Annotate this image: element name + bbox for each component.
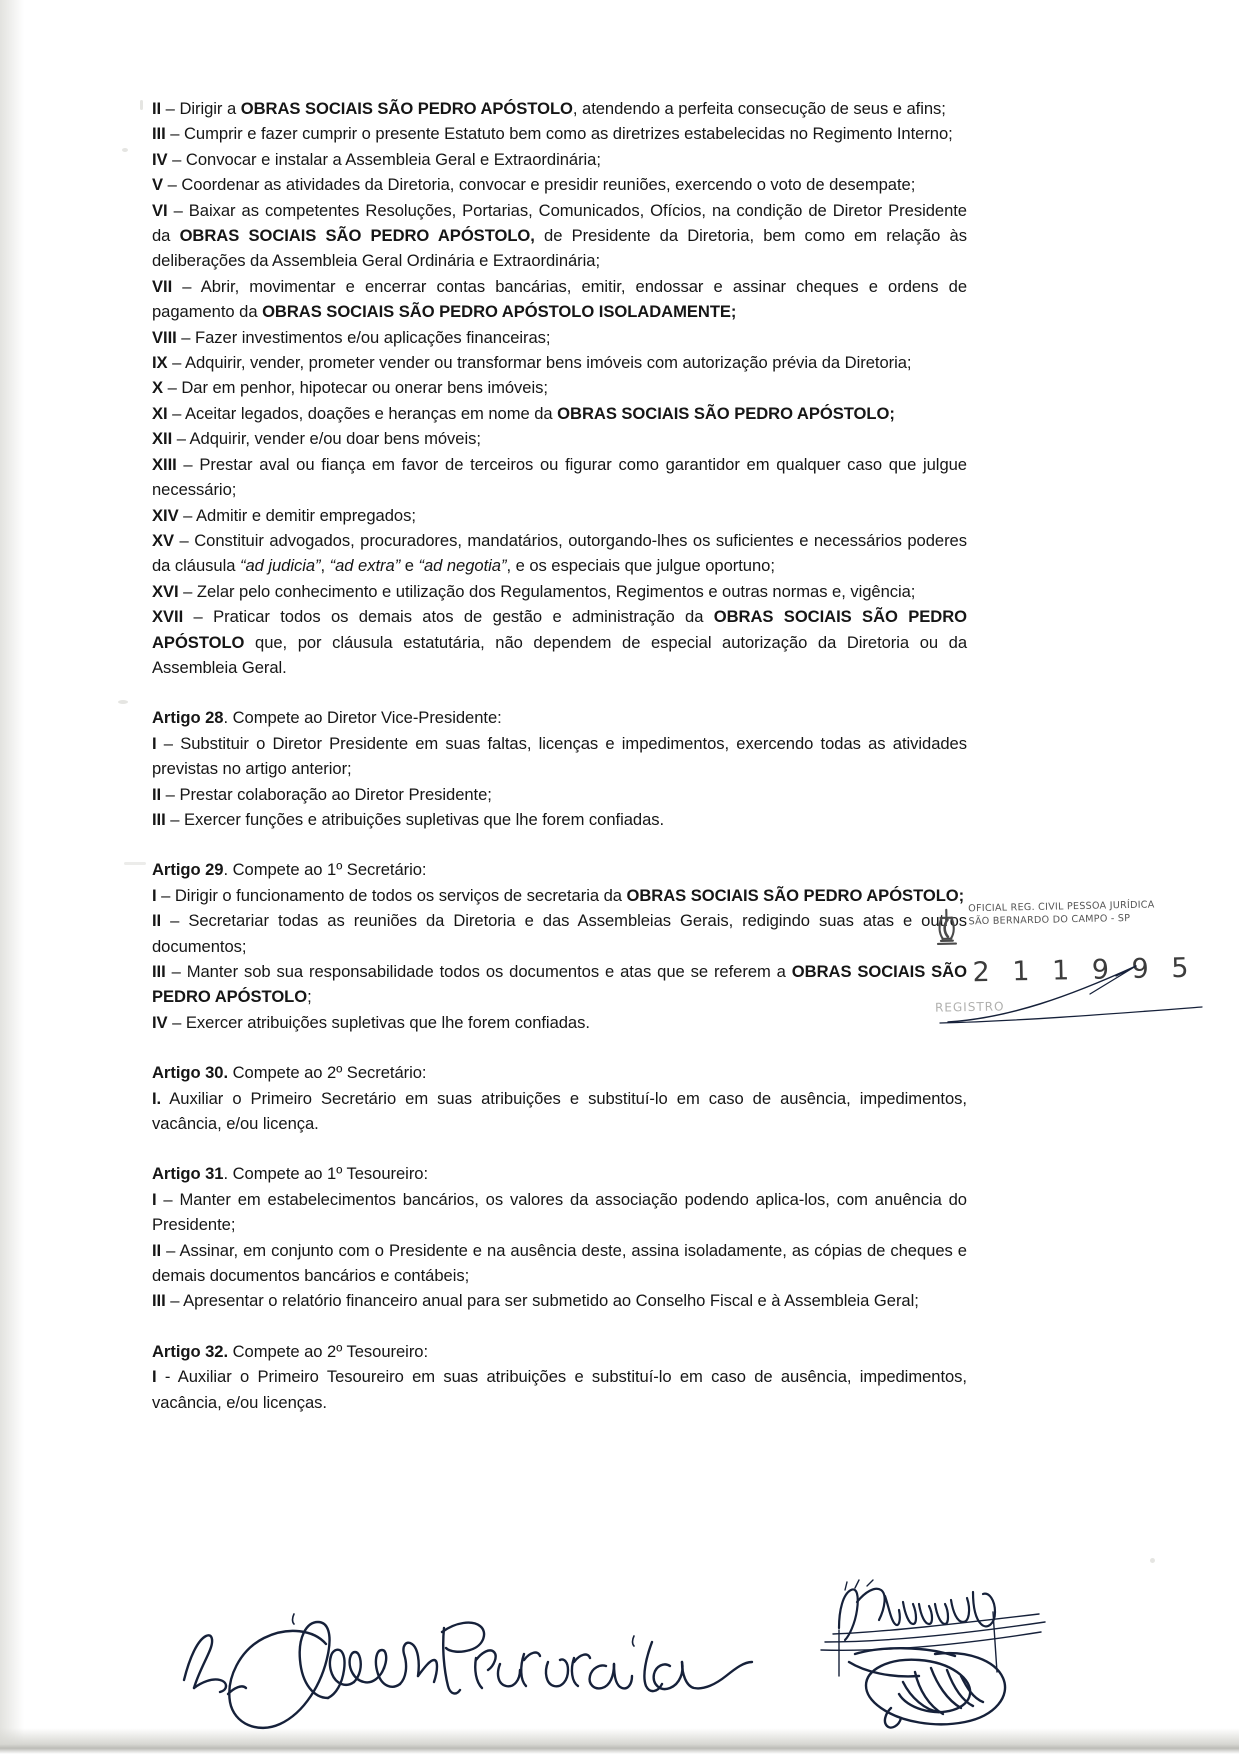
clause-separator: – [156, 1189, 180, 1209]
section-spacer [152, 680, 967, 705]
signature-right [795, 1576, 1065, 1736]
stamp-registro-label: REGISTRO [934, 999, 1005, 1015]
heading-artigo-29 [152, 857, 967, 882]
clause-numeral: V [152, 175, 164, 195]
clause-art30-I [152, 1086, 967, 1137]
text-run: Convocar e instalar a Assembleia Geral e Extraordinária; [185, 149, 601, 169]
clause-numeral: XI [152, 403, 168, 423]
clause-item-XIV [152, 503, 967, 528]
article-number: Artigo 30. [152, 1063, 229, 1083]
clause-separator: – [165, 124, 184, 144]
stamp-registration-number: 2 1 1 9 9 5 [972, 952, 1196, 989]
clause-separator: – [165, 962, 187, 981]
clause-separator: – [167, 403, 185, 423]
article-title: Compete ao 2º Tesoureiro: [228, 1341, 429, 1361]
text-run: Praticar todos os demais atos de gestão e administração da [213, 607, 714, 627]
text-run: Auxiliar o Primeiro Tesoureiro em suas atribuições e substituí-lo em caso de ausência, impedimentos, vacância, e/ou licenças. [152, 1367, 967, 1412]
text-run: , e os especiais que julgue oportuno; [506, 556, 775, 576]
roman-numeral-list [152, 96, 967, 680]
clause-numeral: III [152, 124, 166, 144]
clause-art29-I [152, 883, 967, 908]
emphasis-bold: OBRAS SOCIAIS SÃO PEDRO APÓSTOLO [152, 962, 967, 1007]
text-run: Apresentar o relatório financeiro anual para ser submetido ao Conselho Fiscal e à Assembleia Geral; [183, 1291, 919, 1311]
scan-speck [122, 148, 128, 152]
clause-separator: – [165, 1291, 184, 1311]
clause-item-XIII [152, 452, 967, 503]
text-run: de Presidente da Diretoria, bem como em relação às deliberações da Assembleia Geral Ordinária e Extraordinária; [152, 226, 967, 271]
clause-separator: – [161, 911, 189, 931]
clause-numeral: XII [152, 429, 173, 449]
text-run: Cumprir e fazer cumprir o presente Estatuto bem como as diretrizes estabelecidas no Regimento Interno; [184, 124, 953, 144]
scan-speck [124, 862, 146, 865]
document-body [152, 96, 967, 1415]
heading-artigo-28 [152, 705, 967, 730]
clause-separator: – [163, 378, 182, 398]
clause-item-IX [152, 350, 967, 375]
ink-stroke-underline [940, 1005, 1210, 1031]
text-run: Auxiliar o Primeiro Secretário em suas atribuições e substituí-lo em caso de ausência, impedimentos, vacância, e/ou licença. [152, 1088, 967, 1134]
text-run: , [320, 556, 330, 576]
clause-numeral: I [152, 1367, 157, 1387]
clause-item-III [152, 121, 967, 146]
text-run: ; [307, 987, 312, 1007]
clause-item-IV [152, 147, 967, 172]
section-spacer [152, 1136, 967, 1161]
clause-art31-III [152, 1288, 967, 1313]
section-spacer [152, 1035, 967, 1060]
clause-item-XII [152, 426, 967, 451]
text-run: , atendendo a perfeita consecução de seus e afins; [572, 99, 946, 118]
text-run: e [400, 556, 419, 576]
section-spacer [152, 832, 967, 857]
clause-numeral: IV [152, 1012, 168, 1032]
clause-art29-II [152, 908, 967, 959]
clause-item-VII [152, 274, 967, 325]
clause-item-X [152, 375, 967, 400]
clause-separator: – [161, 1240, 180, 1260]
text-run: Aceitar legados, doações e heranças em nome da [184, 403, 558, 423]
scan-speck [140, 100, 143, 110]
clause-separator: – [156, 733, 181, 753]
emphasis-bold: OBRAS SOCIAIS SÃO PEDRO APÓSTOLO; [626, 885, 965, 905]
article-number: Artigo 32. [152, 1341, 229, 1361]
clause-separator: – [167, 1012, 186, 1032]
clause-separator: – [167, 149, 186, 169]
clause-separator: – [161, 784, 180, 804]
scan-speck [118, 700, 128, 704]
clause-numeral: XIII [152, 454, 177, 474]
article-title: . Compete ao Diretor Vice-Presidente: [223, 708, 502, 728]
text-run: Abrir, movimentar e encerrar contas bancárias, emitir, endossar e assinar cheques e ordens de pagamento da [152, 276, 967, 322]
clause-separator: – [167, 200, 189, 220]
text-run: Dirigir a [179, 99, 241, 118]
clause-numeral: X [152, 378, 164, 398]
clause-separator: – [178, 505, 196, 525]
clause-item-VI [152, 198, 967, 274]
ink-stroke-diagonal [940, 960, 1200, 1040]
text-run: Dar em penhor, hipotecar ou onerar bens imóveis; [181, 378, 548, 398]
clause-numeral: XVI [152, 581, 179, 601]
scan-speck [1150, 1558, 1155, 1563]
article-number: Artigo 29 [152, 860, 224, 880]
clause-numeral: II [152, 99, 162, 118]
clause-separator: – [176, 327, 196, 347]
text-run: Prestar colaboração ao Diretor Presidente; [179, 784, 492, 804]
articles-list [152, 680, 967, 1415]
text-run: que, por cláusula estatutária, não dependem de especial autorização da Diretoria ou da Assembleia Geral. [152, 632, 967, 677]
emphasis-italic: “ad extra” [329, 556, 401, 576]
clause-separator: - [156, 1367, 178, 1387]
clause-numeral: I [152, 1189, 157, 1209]
clause-item-V [152, 172, 967, 197]
clause-item-XVII [152, 604, 967, 680]
clause-numeral: VIII [152, 327, 177, 347]
emphasis-bold: OBRAS SOCIAIS SÃO PEDRO APÓSTOLO [152, 607, 967, 652]
notary-registration-stamp [929, 898, 1231, 989]
text-run: Adquirir, vender, prometer vender ou transformar bens imóveis com autorização prévia da Diretoria; [184, 353, 912, 373]
clause-numeral: II [152, 911, 162, 931]
clause-numeral: XV [152, 530, 175, 550]
heading-artigo-31 [152, 1161, 967, 1186]
clause-item-XI [152, 401, 967, 426]
text-run: Zelar pelo conhecimento e utilização dos Regulamentos, Regimentos e outras normas e, vigência; [196, 581, 916, 601]
clause-art28-I [152, 731, 967, 782]
text-run: Adquirir, vender e/ou doar bens móveis; [189, 429, 481, 449]
clause-separator: – [163, 175, 182, 195]
clause-numeral: XIV [152, 505, 179, 525]
clause-numeral: IX [152, 353, 168, 373]
clause-numeral: I. [152, 1088, 162, 1108]
text-run: Manter sob sua responsabilidade todos os documentos e atas que se referem a [186, 962, 792, 981]
clause-art31-I [152, 1187, 967, 1238]
stamp-line-2: SÃO BERNARDO DO CAMPO - SP [968, 912, 1131, 927]
clause-numeral: XVII [152, 607, 184, 627]
clause-numeral: III [152, 1291, 166, 1311]
article-number: Artigo 28 [152, 708, 224, 728]
heading-artigo-30 [152, 1060, 967, 1085]
text-run: Secretariar todas as reuniões da Diretoria e das Assembleias Gerais, redigindo suas atas e outros documentos; [152, 911, 967, 956]
clause-numeral: VII [152, 276, 173, 296]
clause-separator: – [183, 607, 214, 627]
text-run: Exercer atribuições supletivas que lhe forem confiadas. [185, 1012, 590, 1032]
clause-separator: – [165, 809, 184, 829]
clause-art29-IV [152, 1010, 967, 1035]
article-number: Artigo 31 [152, 1164, 224, 1184]
clause-numeral: VI [152, 200, 168, 220]
text-run: Admitir e demitir empregados; [196, 505, 416, 525]
text-run: Prestar aval ou fiança em favor de terceiros ou figurar como garantidor em qualquer caso que julgue necessário; [152, 454, 967, 500]
emphasis-italic: “ad judicia” [239, 556, 321, 576]
clause-art28-II [152, 782, 967, 807]
clause-numeral: III [152, 962, 166, 981]
article-title: . Compete ao 1º Tesoureiro: [223, 1164, 429, 1184]
clause-numeral: I [152, 885, 157, 905]
article-title: Compete ao 2º Secretário: [228, 1063, 427, 1083]
clause-separator: – [172, 429, 190, 449]
stamp-header [929, 898, 1230, 946]
clause-separator: – [178, 581, 197, 601]
clause-separator: – [172, 276, 201, 296]
stamp-line-1: OFICIAL REG. CIVIL PESSOA JURÍDICA [968, 899, 1155, 915]
clause-item-VIII [152, 325, 967, 350]
text-run: Dirigir o funcionamento de todos os serviços de secretaria da [174, 885, 627, 905]
clause-art31-II [152, 1238, 967, 1289]
text-run: Manter em estabelecimentos bancários, os valores da associação podendo aplica-los, com anuência do Presidente; [152, 1189, 967, 1235]
clause-separator: – [176, 454, 200, 474]
clause-art32-I [152, 1364, 967, 1415]
text-run: Exercer funções e atribuições supletivas que lhe forem confiadas. [184, 809, 665, 829]
clause-item-XVI [152, 579, 967, 604]
clause-item-II [152, 96, 967, 121]
scan-edge-shadow-left [0, 0, 24, 1754]
emphasis-bold: OBRAS SOCIAIS SÃO PEDRO APÓSTOLO ISOLADAMENTE; [262, 302, 737, 322]
text-run: Substituir o Diretor Presidente em suas faltas, licenças e impedimentos, exercendo todas as atividades previstas no artigo anterior; [152, 733, 967, 779]
text-run: Fazer investimentos e/ou aplicações financeiras; [195, 327, 551, 347]
clause-numeral: II [152, 1240, 162, 1260]
signature-left [176, 1592, 786, 1742]
clause-numeral: I [152, 733, 157, 753]
clause-separator: – [161, 99, 180, 118]
stamp-text-block [968, 899, 1155, 928]
clause-art29-III [152, 959, 967, 1010]
clause-numeral: III [152, 809, 166, 829]
article-title: . Compete ao 1º Secretário: [223, 860, 427, 880]
emphasis-bold: OBRAS SOCIAIS SÃO PEDRO APÓSTOLO [240, 99, 573, 118]
emphasis-bold: OBRAS SOCIAIS SÃO PEDRO APÓSTOLO; [557, 403, 895, 423]
clause-separator: – [174, 530, 195, 550]
text-run: Constituir advogados, procuradores, mandatários, outorgando-lhes os suficientes e necessários poderes da cláusula [152, 530, 967, 576]
clause-item-XV [152, 528, 967, 579]
text-run: Coordenar as atividades da Diretoria, convocar e presidir reuniões, exercendo o voto de desempate; [181, 175, 916, 195]
emphasis-bold: OBRAS SOCIAIS SÃO PEDRO APÓSTOLO, [179, 226, 535, 246]
clause-separator: – [167, 353, 185, 373]
section-spacer [152, 1314, 967, 1339]
clause-art28-III [152, 807, 967, 832]
emphasis-italic: “ad negotia” [418, 556, 507, 576]
text-run: Baixar as competentes Resoluções, Portarias, Comunicados, Ofícios, na condição de Diretor Presidente da [152, 200, 967, 246]
heading-artigo-32 [152, 1339, 967, 1364]
text-run: Assinar, em conjunto com o Presidente e na ausência deste, assina isoladamente, as cópias de cheques e demais documentos bancários e contábeis; [152, 1240, 967, 1286]
scan-edge-shadow-bottom [0, 1728, 1239, 1754]
clause-separator: – [156, 885, 175, 905]
clause-numeral: II [152, 784, 162, 804]
clause-numeral: IV [152, 149, 168, 169]
